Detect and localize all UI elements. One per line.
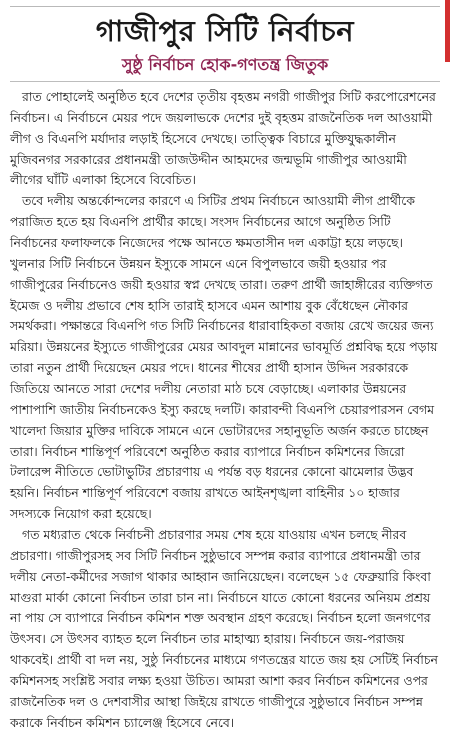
top-rule (10, 6, 440, 7)
article-headline: গাজীপুর সিটি নির্বাচন (95, 14, 355, 48)
article-body (10, 87, 440, 734)
divider-rule (10, 81, 440, 82)
paragraph-2: তবে দলীয় অন্তর্কোন্দলের কারণে এ সিটির প্রথম নির্বাচনে আওয়ামী লীগ প্রার্থীকে পরাজিত হতে হয় বিএনপি প্রার্থীর কাছে। সংসদ নির্বাচনের আগে অনুষ্ঠিত সিটি নির্বাচনের ফলাফলকে নিজেদের পক্ষে আনতে ক্ষমতাসীন দল একাট্টা হয়ে লড়ছে। খুলনার সিটি নির্বাচনে উন্নয়ন ইস্যুকে সামনে এনে বিপুলভাবে জয়ী হওয়ার পর গাজীপুরের নির্বাচনেও জয়ী হওয়ার স্বপ্ন দেখছে তারা। তরুণ প্রার্থী জাহাঙ্গীরের ব্যক্তিগত ইমেজ ও দলীয় প্রভাবে শেষ হাসি তারাই হাসবে এমন আশায় বুক বেঁধেছেন নৌকার সমর্থকরা। পক্ষান্তরে বিএনপি গত সিটি নির্বাচনের ধারাবাহিকতা বজায় রেখে জয়ের জন্য মরিয়া। উন্নয়নের ইস্যুতে গাজীপুরের মেয়র আবদুল মান্নানের ভাবমূর্তি প্রশ্নবিদ্ধ হয়ে পড়ায় তারা নতুন প্রার্থী দিয়েছেন মেয়র পদে। ধানের শীষের প্রার্থী হাসান উদ্দিন সরকারকে জিতিয়ে আনতে সারা দেশের দলীয় নেতারা মাঠ চষে বেড়াচ্ছে। এলাকার উন্নয়নের পাশাপাশি জাতীয় নির্বাচনকেও ইস্যু করছে দলটি। কারাবন্দী বিএনপি চেয়ারপারসন বেগম খালেদা জিয়ার মুক্তির দাবিকে সামনে এনে ভোটারদের সহানুভূতি অর্জন করতে চাচ্ছেন তারা। নির্বাচন শান্তিপূর্ণ পরিবেশে অনুষ্ঠিত করার ব্যাপারে নির্বাচন কমিশনের জিরো টলারেন্স নীতিতে ভোটাভুটির প্রচারণায় এ পর্যন্ত বড় ধরনের কোনো ঝামেলার উদ্ভব হয়নি। নির্বাচন শান্তিপূর্ণ পরিবেশে বজায় রাখতে আইনশৃঙ্খলা বাহিনীর ১০ হাজার সদস্যকে নিয়োগ করা হয়েছে। (10, 193, 438, 522)
paragraph-1: রাত পোহালেই অনুষ্ঠিত হবে দেশের তৃতীয় বৃহত্তম নগরী গাজীপুর সিটি করপোরেশনের নির্বাচন। এ নির্বাচনে মেয়র পদে জয়লাভকে দেশের দুই বৃহত্তম রাজনৈতিক দল আওয়ামী লীগ ও বিএনপি মর্যাদার লড়াই হিসেবে দেখছে। তাত্ত্বিক বিচারে মুক্তিযুদ্ধকালীন মুজিবনগর সরকারের প্রধানমন্ত্রী তাজউদ্দীন আহমদের জন্মভূমি গাজীপুর আওয়ামী লীগের ঘাঁটি এলাকা হিসেবে বিবেচিত। (10, 89, 436, 188)
red-edge-marker (445, 0, 450, 62)
article-subheadline: সুষ্ঠু নির্বাচন হোক-গণতন্ত্র জিতুক (121, 55, 329, 74)
paragraph-3: গত মধ্যরাত থেকে নির্বাচনী প্রচারণার সময় শেষ হয়ে যাওয়ায় এখন চলছে নীরব প্রচারণা। গাজীপুরসহ সব সিটি নির্বাচন সুষ্ঠুভাবে সম্পন্ন করার ব্যাপারে প্রধানমন্ত্রী তার দলীয় নেতা-কর্মীদের সজাগ থাকার আহ্বান জানিয়েছেন। বলেছেন ১৫ ফেব্রুয়ারি কিংবা মাগুরা মার্কা কোনো নির্বাচন তারা চান না। নির্বাচনে যাতে কোনো ধরনের অনিয়ম প্রশ্রয় না পায় সে ব্যাপারে নির্বাচন কমিশন শক্ত অবস্থান গ্রহণ করেছে। নির্বাচন হলো জনগণের উৎসব। সে উৎসব ব্যাহত হলে নির্বাচন তার মাহাত্ম্য হারায়। নির্বাচনে জয়-পরাজয় থাকবেই। প্রার্থী বা দল নয়, সুষ্ঠু নির্বাচনের মাধ্যমে গণতন্ত্রের যাতে জয় হয় সেটিই নির্বাচন কমিশনসহ সংশ্লিষ্ট সবার লক্ষ্য হওয়া উচিত। আমরা আশা করব নির্বাচন কমিশনের ওপর রাজনৈতিক দল ও দেশবাসীর আস্থা জিইয়ে রাখতে গাজীপুরে সুষ্ঠুভাবে নির্বাচন সম্পন্ন করাকে নির্বাচন কমিশন চ্যালেঞ্জ হিসেবে নেবে। (10, 527, 438, 730)
